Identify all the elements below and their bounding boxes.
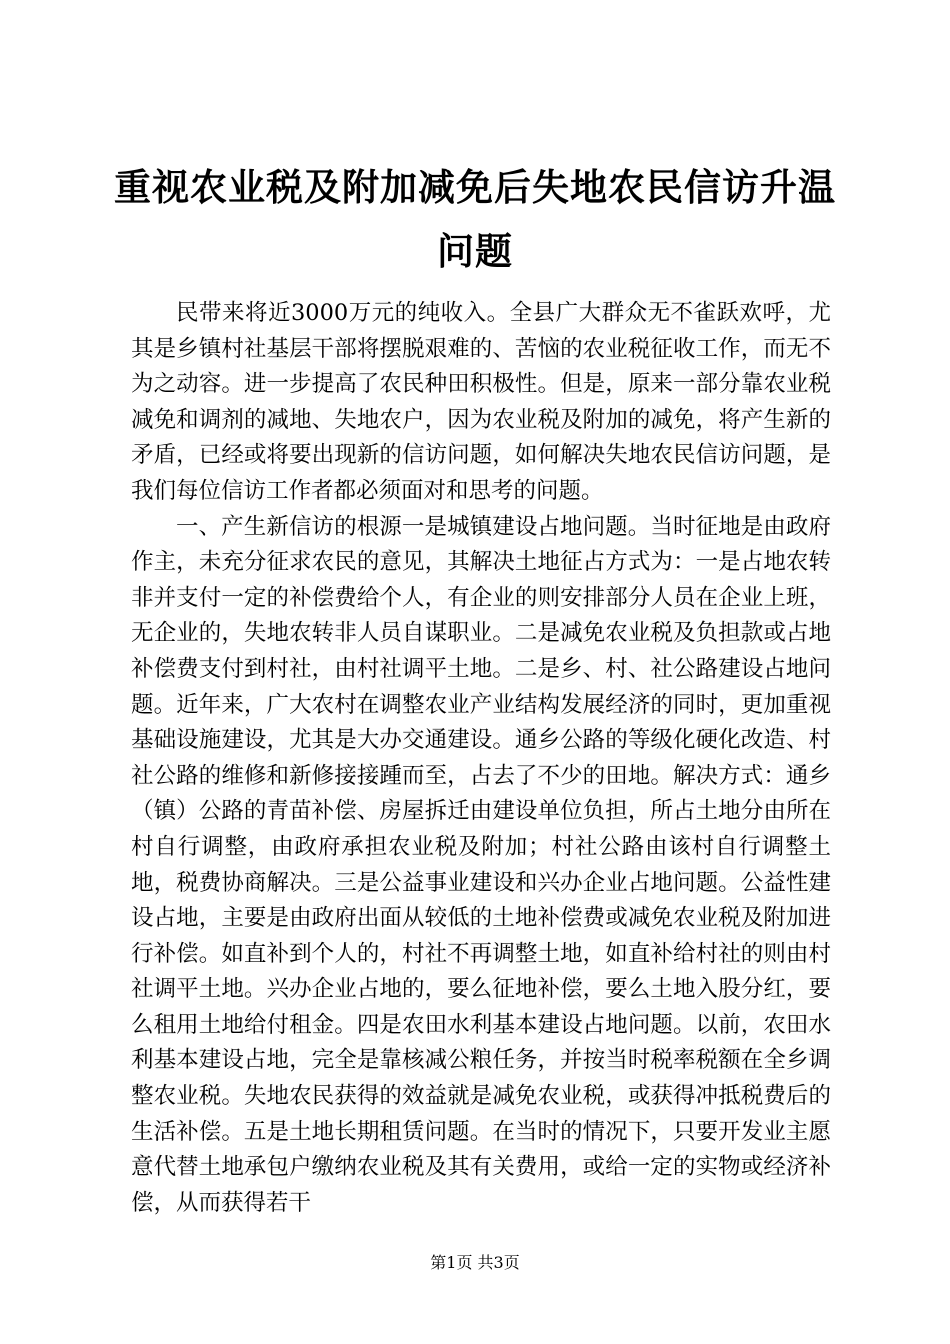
- page-footer: 第1页 共3页: [430, 1253, 520, 1272]
- document-title: 重视农业税及附加减免后失地农民信访升温问题: [114, 166, 836, 273]
- body-paragraph: 一、产生新信访的根源一是城镇建设占地问题。当时征地是由政府作主，未充分征求农民的意见，其解决土地征占方式为：一是占地农转非并支付一定的补偿费给个人，有企业的则安排部分人员在企业上班，无企业的，失地农转非人员自谋职业。二是减免农业税及负担款或占地补偿费支付到村社，由村社调平土地。二是乡、村、社公路建设占地问题。近年来，广大农村在调整农业产业结构发展经济的同时，更加重视基础设施建设，尤其是大办交通建设。通乡公路的等级化硬化改造、村社公路的维修和新修接接踵而至，占去了不少的田地。解决方式：通乡（镇）公路的青苗补偿、房屋拆迁由建设单位负担，所占土地分由所在村自行调整，由政府承担农业税及附加；村社公路由该村自行调整土地，税费协商解决。三是公益事业建设和兴办企业占地问题。公益性建设占地，主要是由政府出面从较低的土地补偿费或减免农业税及附加进行补偿。如直补到个人的，村社不再调整土地，如直补给村社的则由村社调平土地。兴办企业占地的，要么征地补偿，要么土地入股分红，要么租用土地给付租金。四是农田水利基本建设占地问题。以前，农田水利基本建设占地，完全是靠核减公粮任务，并按当时税率税额在全乡调整农业税。失地农民获得的效益就是减免农业税，或获得冲抵税费后的生活补偿。五是土地长期租赁问题。在当时的情况下，只要开发业主愿意代替土地承包户缴纳农业税及其有关费用，或给一定的实物或经济补偿，从而获得若干: [131, 513, 831, 1216]
- document-body: [131, 296, 831, 1221]
- body-paragraph: 民带来将近3000万元的纯收入。全县广大群众无不雀跃欢呼，尤其是乡镇村社基层干部将摆脱艰难的、苦恼的农业税征收工作，而无不为之动容。进一步提高了农民种田积极性。但是，原来一部分靠农业税减免和调剂的减地、失地农户，因为农业税及附加的减免，将产生新的矛盾，已经或将要出现新的信访问题，如何解决失地农民信访问题，是我们每位信访工作者都必须面对和思考的问题。: [131, 300, 831, 504]
